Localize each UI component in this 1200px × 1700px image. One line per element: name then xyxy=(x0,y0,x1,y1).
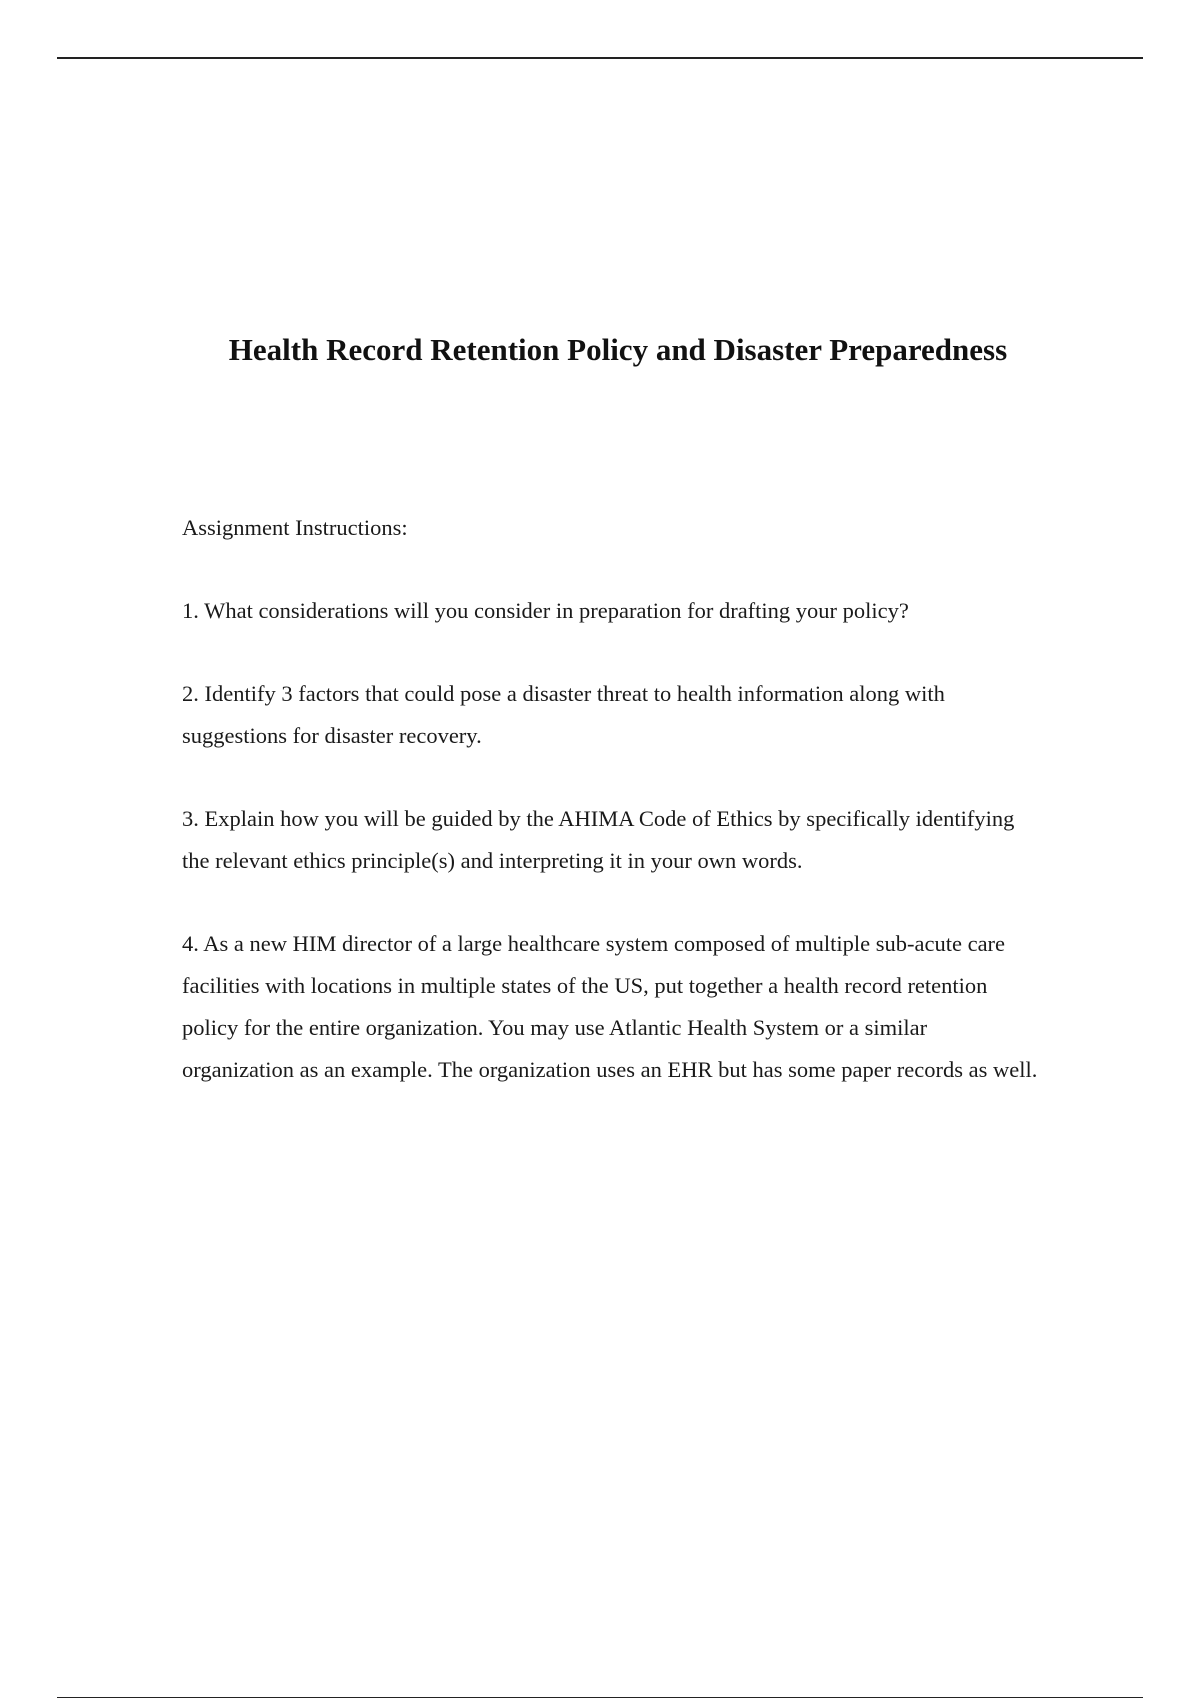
instruction-item-2: 2. Identify 3 factors that could pose a disaster threat to health information along with suggestions for disaster recovery. xyxy=(182,681,945,748)
instruction-item-1: 1. What considerations will you consider in preparation for drafting your policy? xyxy=(182,598,909,623)
footer-rule xyxy=(57,1697,1143,1698)
instruction-item-4: 4. As a new HIM director of a large healthcare system composed of multiple sub-acute care facilities with locations in multiple states of the US, put together a health record retention policy for the entire organization. You may use Atlantic Health System or a similar organization as an example. The organization uses an EHR but has some paper records as well. xyxy=(182,931,1038,1082)
document-title: Health Record Retention Policy and Disaster Preparedness xyxy=(228,332,1008,367)
instruction-item-3: 3. Explain how you will be guided by the AHIMA Code of Ethics by specifically identifying the relevant ethics principle(s) and interpreting it in your own words. xyxy=(182,806,1015,873)
header-rule xyxy=(57,57,1143,59)
instructions-heading: Assignment Instructions: xyxy=(182,515,408,540)
document-body xyxy=(182,507,1042,1132)
